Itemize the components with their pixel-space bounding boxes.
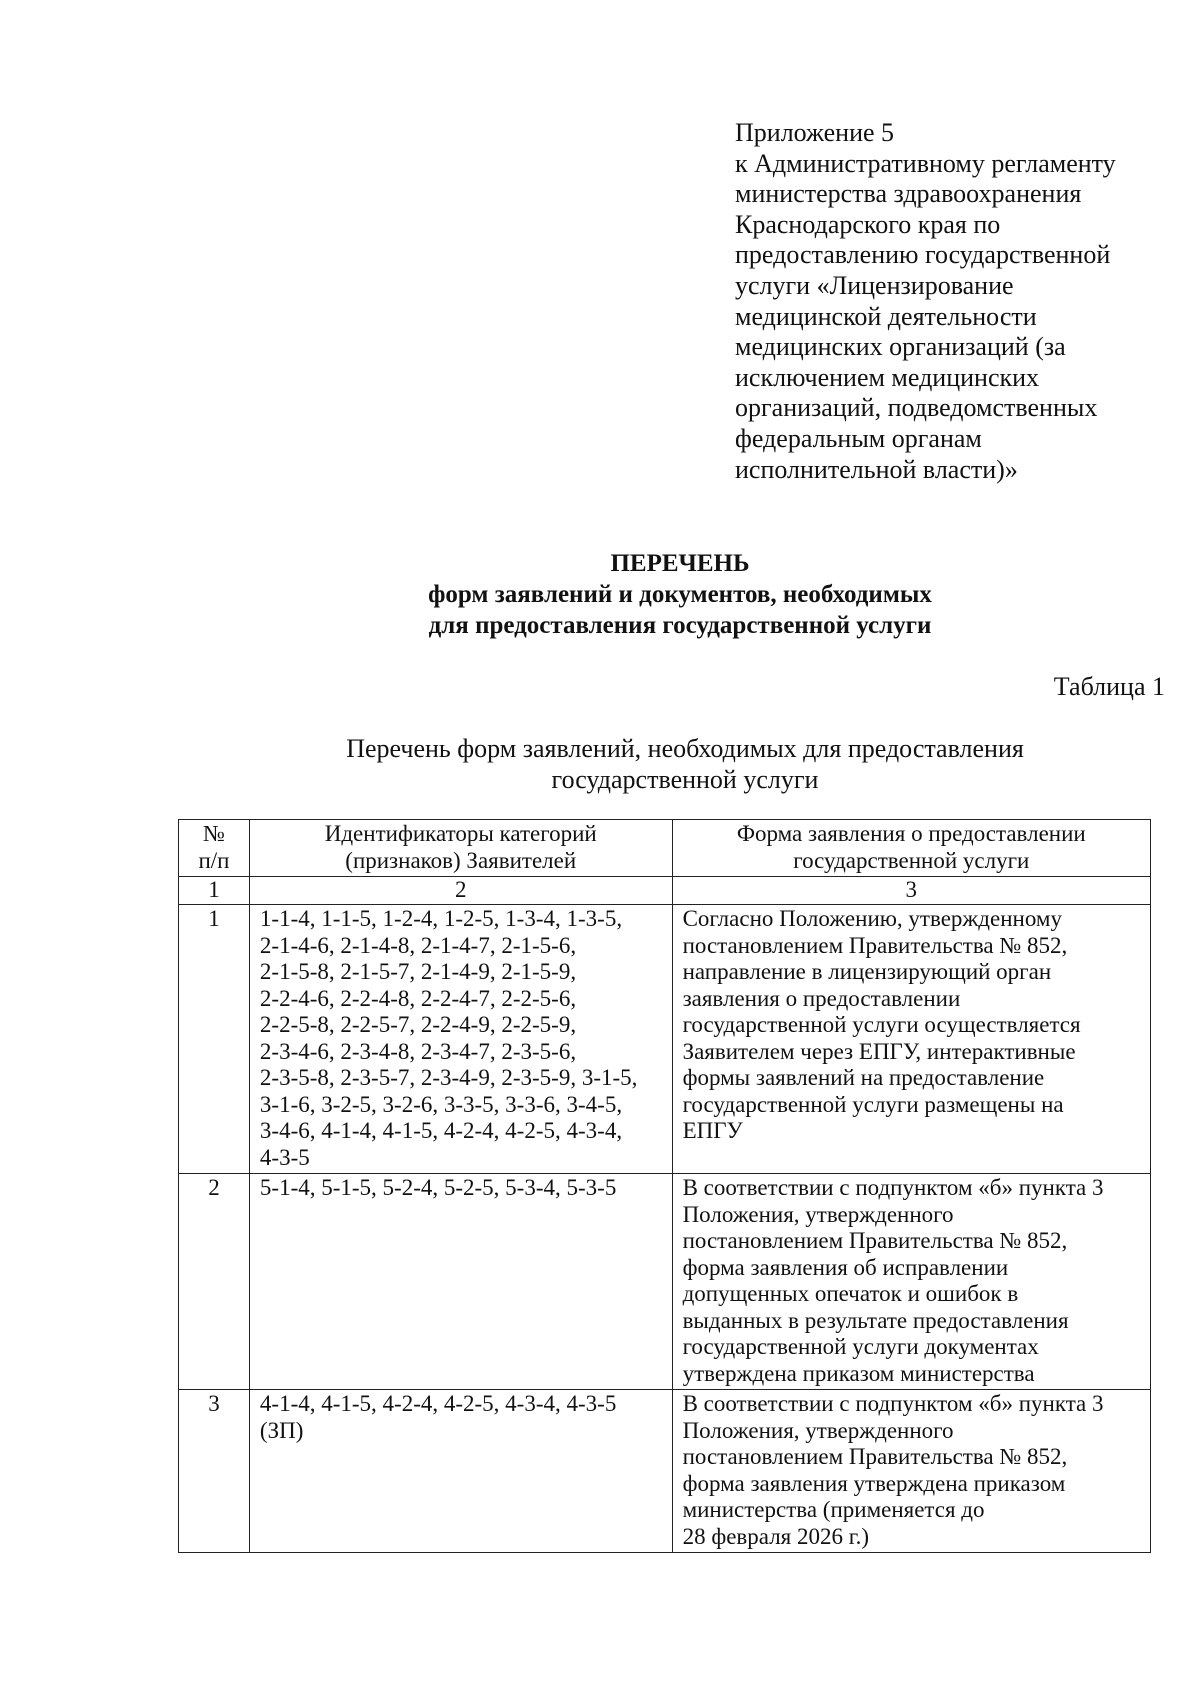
header-text: №: [202, 821, 225, 846]
column-number: 1: [179, 877, 250, 905]
form-line: постановлением Правительства № 852,: [682, 932, 1068, 958]
row-number: 2: [179, 1174, 250, 1390]
appendix-line: предоставлению государственной: [735, 240, 1111, 270]
row-ids: [249, 1390, 672, 1553]
form-line: выданных в результате предоставления: [682, 1307, 1069, 1333]
appendix-line: исполнительной власти)»: [735, 454, 1018, 484]
form-line: форма заявления утверждена приказом: [682, 1470, 1066, 1496]
ids-line: 4-1-4, 4-1-5, 4-2-4, 4-2-5, 4-3-4, 4-3-5: [259, 1391, 617, 1416]
header-ids: [249, 820, 672, 877]
table-row: [179, 1390, 1151, 1553]
column-number-row: [179, 877, 1151, 905]
form-line: ЕПГУ: [682, 1118, 743, 1143]
forms-table: [178, 819, 1151, 1553]
table-row: [179, 1174, 1151, 1390]
ids-line: 2-1-5-8, 2-1-5-7, 2-1-4-9, 2-1-5-9,: [259, 959, 577, 984]
form-line: утверждена приказом министерства: [682, 1360, 1035, 1386]
row-form: [672, 1174, 1150, 1390]
row-form: [672, 1390, 1150, 1553]
appendix-line: Приложение 5: [735, 118, 895, 147]
appendix-line: медицинских организаций (за: [735, 332, 1066, 362]
form-line: государственной услуги осуществляется: [682, 1012, 1081, 1037]
form-line: постановлением Правительства № 852,: [682, 1444, 1068, 1469]
appendix-line: услуги «Лицензирование: [735, 270, 1014, 300]
row-ids: [249, 1174, 672, 1390]
appendix-line: организаций, подведомственных: [735, 393, 1098, 423]
form-line: государственной услуги документах: [682, 1334, 1039, 1359]
column-number: 2: [249, 877, 672, 905]
header-row: [179, 820, 1151, 877]
header-text: п/п: [198, 847, 230, 873]
form-line: В соответствии с подпунктом «б» пункта 3: [682, 1175, 1104, 1200]
form-line: постановлением Правительства № 852,: [682, 1228, 1068, 1253]
header-text: Идентификаторы категорий: [324, 821, 597, 846]
form-line: форма заявления об исправлении: [682, 1254, 1009, 1280]
ids-line: 5-1-4, 5-1-5, 5-2-4, 5-2-5, 5-3-4, 5-3-5: [259, 1175, 617, 1200]
ids-line: 2-2-5-8, 2-2-5-7, 2-2-4-9, 2-2-5-9,: [259, 1012, 577, 1037]
table-caption-line: Перечень форм заявлений, необходимых для предоставления: [346, 734, 1024, 763]
appendix-line: Краснодарского края по: [735, 209, 1001, 239]
form-line: государственной услуги размещены на: [682, 1091, 1064, 1117]
appendix-line: исключением медицинских: [735, 362, 1040, 392]
table-number-label: Таблица 1: [1053, 672, 1165, 701]
appendix-line: к Административному регламенту: [735, 148, 1116, 178]
header-form: [672, 820, 1150, 877]
appendix-note: [735, 118, 1155, 485]
title-line: для предоставления государственной услуги: [428, 612, 932, 639]
table-caption: [0, 733, 1200, 795]
row-number: 3: [179, 1390, 250, 1553]
form-line: формы заявлений на предоставление: [682, 1065, 1045, 1090]
row-ids: [249, 905, 672, 1174]
header-num: [179, 820, 250, 877]
form-line: министерства (применяется до: [682, 1497, 985, 1522]
header-text: (признаков) Заявителей: [345, 847, 577, 873]
ids-line: 2-3-5-8, 2-3-5-7, 2-3-4-9, 2-3-5-9, 3-1-5,: [259, 1065, 638, 1090]
appendix-line: медицинской деятельности: [735, 301, 1037, 331]
row-number: 1: [179, 905, 250, 1174]
form-line: Положения, утвержденного: [682, 1201, 954, 1227]
appendix-line: федеральным органам: [735, 423, 982, 453]
title-line: форм заявлений и документов, необходимых: [428, 581, 932, 608]
column-number: 3: [672, 877, 1150, 905]
header-text: государственной услуги: [793, 847, 1030, 873]
form-line: допущенных опечаток и ошибок в: [682, 1281, 1019, 1306]
ids-line: 2-3-4-6, 2-3-4-8, 2-3-4-7, 2-3-5-6,: [259, 1038, 577, 1064]
ids-line: 2-2-4-6, 2-2-4-8, 2-2-4-7, 2-2-5-6,: [259, 985, 577, 1011]
ids-line: 2-1-4-6, 2-1-4-8, 2-1-4-7, 2-1-5-6,: [259, 932, 577, 958]
form-line: Заявителем через ЕПГУ, интерактивные: [682, 1038, 1076, 1064]
ids-line: 3-1-6, 3-2-5, 3-2-6, 3-3-5, 3-3-6, 3-4-5,: [259, 1091, 623, 1117]
form-line: заявления о предоставлении: [682, 985, 961, 1011]
form-line: направление в лицензирующий орган: [682, 959, 1052, 984]
form-line: Положения, утвержденного: [682, 1417, 954, 1443]
document-title: [0, 548, 1200, 641]
title-heading: ПЕРЕЧЕНЬ: [610, 550, 750, 577]
form-line: Согласно Положению, утвержденному: [682, 906, 1062, 931]
appendix-line: министерства здравоохранения: [735, 179, 1082, 209]
table-row: [179, 905, 1151, 1174]
table-caption-line: государственной услуги: [551, 765, 819, 794]
ids-line: (ЗП): [259, 1417, 304, 1443]
header-text: Форма заявления о предоставлении: [736, 821, 1086, 846]
form-line: 28 февраля 2026 г.): [682, 1523, 869, 1549]
row-form: [672, 905, 1150, 1174]
ids-line: 3-4-6, 4-1-4, 4-1-5, 4-2-4, 4-2-5, 4-3-4,: [259, 1118, 623, 1143]
ids-line: 1-1-4, 1-1-5, 1-2-4, 1-2-5, 1-3-4, 1-3-5,: [259, 906, 623, 931]
form-line: В соответствии с подпунктом «б» пункта 3: [682, 1391, 1104, 1416]
ids-line: 4-3-5: [259, 1144, 310, 1170]
